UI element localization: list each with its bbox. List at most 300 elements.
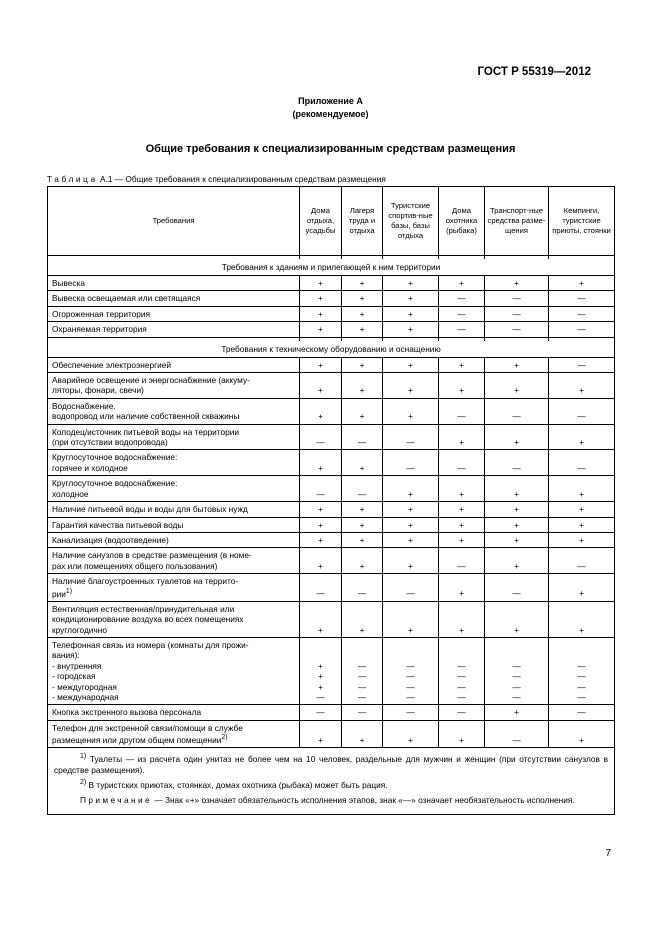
mark-value: — — [406, 660, 415, 671]
mark-value: + — [318, 671, 323, 682]
table-row — [48, 502, 615, 517]
mark-value: — — [457, 308, 466, 319]
mark-value: + — [318, 660, 323, 671]
requirement-line: Наличие благоустроенных туалетов на террито- — [52, 576, 239, 587]
mark-cell — [300, 291, 342, 306]
mark-value: + — [318, 308, 323, 319]
mark-value: — — [577, 324, 586, 335]
requirement-line: рах или помещениях общего пользования) — [52, 560, 218, 571]
requirement-cell — [48, 291, 300, 306]
table-row — [48, 357, 615, 372]
mark-cell — [342, 476, 383, 502]
mark-cell — [485, 532, 549, 547]
requirement-line: Телефонная связь из номера (комнаты для прожи- — [52, 639, 249, 650]
table-header-row — [48, 187, 615, 256]
mark-cell — [383, 398, 439, 424]
mark-cell — [300, 276, 342, 291]
mark-value: — — [577, 660, 586, 671]
mark-value: + — [579, 437, 584, 448]
table-row — [48, 548, 615, 574]
mark-value: + — [579, 278, 584, 288]
mark-cell — [383, 476, 439, 502]
mark-value: + — [318, 681, 323, 692]
mark-cell — [439, 306, 485, 321]
mark-cell — [342, 424, 383, 450]
mark-cell — [300, 322, 342, 337]
mark-cell — [549, 357, 615, 372]
mark-value: + — [579, 488, 584, 499]
mark-cell — [383, 450, 439, 476]
table-row — [48, 322, 615, 337]
mark-value: + — [459, 624, 464, 635]
col-header: Дома отдыха, усадьбы — [300, 187, 342, 256]
mark-value: — — [316, 588, 325, 599]
requirement-line — [52, 587, 295, 599]
mark-cell — [549, 720, 615, 748]
mark-value: — — [457, 293, 466, 304]
mark-value: + — [514, 504, 519, 515]
mark-cell — [549, 291, 615, 306]
mark-value: + — [579, 588, 584, 599]
mark-value: + — [514, 519, 519, 530]
table-row — [48, 291, 615, 306]
mark-cell — [439, 574, 485, 602]
mark-value: + — [318, 324, 323, 335]
requirement-cell — [48, 502, 300, 517]
mark-cell — [300, 502, 342, 517]
mark-cell — [549, 637, 615, 704]
table-row — [48, 720, 615, 748]
mark-cell — [300, 306, 342, 321]
mark-value: — — [457, 324, 466, 335]
mark-value: + — [459, 437, 464, 448]
mark-cell — [549, 574, 615, 602]
mark-value: + — [318, 624, 323, 635]
mark-cell — [383, 574, 439, 602]
mark-value: — — [357, 660, 367, 671]
mark-value: — — [512, 660, 521, 671]
mark-value: — — [512, 308, 521, 319]
mark-value: + — [579, 519, 584, 530]
mark-cell — [342, 548, 383, 574]
mark-cell — [342, 637, 383, 704]
mark-value: — — [512, 324, 521, 335]
col-header: Транспорт-ные средства разме-щения — [485, 187, 549, 256]
mark-value: + — [514, 707, 519, 718]
requirement-line: Водоснабжение. — [52, 400, 116, 411]
mark-cell — [300, 532, 342, 547]
mark-cell — [383, 424, 439, 450]
mark-cell — [485, 276, 549, 291]
col-header: Туристские спортив-ные базы, базы отдыха — [383, 187, 439, 256]
mark-cell — [485, 476, 549, 502]
mark-value: + — [459, 504, 464, 515]
requirement-line: Аварийное освещение и энергоснабжение (аккуму- — [52, 375, 250, 386]
mark-value: + — [318, 385, 323, 396]
mark-cell — [549, 322, 615, 337]
mark-cell — [549, 373, 615, 399]
mark-value: + — [514, 488, 519, 499]
annex-heading — [0, 95, 661, 121]
mark-cell — [342, 398, 383, 424]
requirement-line: Кнопка экстренного вызова персонала — [52, 707, 202, 718]
mark-value: + — [459, 488, 464, 499]
requirement-line: Охраняемая территория — [52, 324, 147, 335]
mark-value: — — [406, 462, 415, 473]
table-row — [48, 601, 615, 637]
mark-cell — [383, 322, 439, 337]
requirement-cell — [48, 373, 300, 399]
mark-value: — — [406, 671, 415, 682]
mark-value: — — [512, 681, 521, 692]
table-body — [48, 256, 615, 748]
mark-value: + — [514, 278, 519, 288]
requirement-line: - междугородная — [52, 681, 117, 692]
mark-value: — — [577, 359, 586, 370]
mark-cell — [342, 502, 383, 517]
mark-cell — [383, 357, 439, 372]
requirement-line: кондиционирование воздуха во всех помещениях — [52, 614, 244, 625]
mark-cell — [485, 306, 549, 321]
mark-value: + — [359, 734, 365, 745]
footnote-ref: 1) — [65, 587, 73, 595]
mark-value: + — [359, 308, 365, 319]
mark-cell — [342, 357, 383, 372]
mark-cell — [300, 705, 342, 720]
mark-cell — [485, 291, 549, 306]
requirement-line: Вывеска — [52, 278, 86, 288]
section-title: Требования к зданиям и прилегающей к ним территории — [48, 259, 615, 276]
mark-value: — — [457, 660, 466, 671]
mark-cell — [485, 450, 549, 476]
mark-value: + — [408, 308, 413, 319]
mark-value: + — [408, 734, 413, 745]
mark-value: — — [406, 588, 415, 599]
table-caption-text: А.1 — Общие требования к специализированным средствам размещения — [97, 174, 386, 184]
requirement-cell — [48, 450, 300, 476]
requirement-cell — [48, 517, 300, 532]
mark-value: + — [459, 519, 464, 530]
footnote: $^{1)}$ Туалеты — из расчета один унитаз не более чем на 10 человек, раздельные для мужчин и женщин (при отсутствии санузлов в средстве размещения). — [54, 753, 608, 775]
mark-value: — — [577, 308, 586, 319]
requirement-line: Вывеска освещаемая или светящаяся — [52, 293, 201, 304]
table-row — [48, 574, 615, 602]
mark-cell — [549, 424, 615, 450]
table-notes — [48, 748, 615, 815]
table-caption — [47, 174, 386, 184]
requirement-line: круглогодично — [52, 624, 107, 635]
page-title: Общие требования к специализированным средствам размещения — [145, 143, 516, 155]
mark-value: + — [459, 278, 464, 288]
mark-value: + — [318, 278, 323, 288]
mark-cell — [300, 476, 342, 502]
mark-value: — — [512, 293, 521, 304]
table-row — [48, 373, 615, 399]
mark-cell — [485, 574, 549, 602]
mark-cell — [485, 720, 549, 748]
mark-cell — [485, 398, 549, 424]
mark-cell — [342, 373, 383, 399]
mark-value: — — [357, 681, 367, 692]
requirement-cell — [48, 357, 300, 372]
mark-value: — — [357, 707, 367, 718]
mark-value: + — [318, 293, 323, 304]
mark-cell — [383, 548, 439, 574]
requirement-line: - внутренняя — [52, 660, 102, 671]
mark-cell — [342, 306, 383, 321]
mark-value: + — [318, 560, 323, 571]
mark-cell — [439, 548, 485, 574]
section-row — [48, 341, 615, 358]
table-row — [48, 476, 615, 502]
requirement-line: ляторы, фонари, свечи) — [52, 385, 144, 396]
mark-value: + — [514, 624, 519, 635]
section-title: Требования к техническому оборудованию и оснащению — [48, 341, 615, 358]
requirement-line: холодное — [52, 488, 89, 499]
requirement-text: размещения или другом общем помещении — [52, 734, 222, 745]
mark-cell — [439, 398, 485, 424]
mark-cell — [439, 532, 485, 547]
mark-cell — [300, 398, 342, 424]
mark-value: — — [457, 681, 466, 692]
requirement-line: - международная — [52, 691, 119, 702]
mark-value: — — [457, 691, 466, 702]
mark-value: + — [318, 359, 323, 370]
requirement-line: Колодец/источник питьевой воды на территории — [52, 426, 240, 437]
mark-cell — [439, 601, 485, 637]
mark-cell — [300, 357, 342, 372]
mark-cell — [383, 720, 439, 748]
mark-cell — [342, 517, 383, 532]
mark-value: — — [577, 681, 586, 692]
requirement-line: водопровод или наличие собственной скважины — [52, 411, 240, 422]
mark-value: + — [318, 504, 323, 515]
mark-value: + — [514, 560, 519, 571]
mark-value: + — [514, 385, 519, 396]
mark-cell — [342, 601, 383, 637]
mark-cell — [383, 306, 439, 321]
mark-value: + — [359, 519, 365, 530]
mark-value: — — [577, 411, 586, 422]
footnote: $^{2)}$ В туристских приютах, стоянках, домах охотника (рыбака) может быть рация. — [80, 779, 388, 791]
mark-cell — [383, 637, 439, 704]
mark-value: — — [577, 707, 586, 718]
mark-value: + — [459, 385, 464, 396]
mark-cell — [439, 373, 485, 399]
standard-number: ГОСТ Р 55319—2012 — [477, 66, 591, 78]
mark-value: — — [577, 462, 586, 473]
mark-value: — — [406, 691, 415, 702]
requirement-cell — [48, 398, 300, 424]
mark-value: + — [408, 534, 413, 545]
requirement-line: Канализация (водоотведение) — [52, 534, 169, 545]
mark-value: + — [408, 519, 413, 530]
mark-cell — [549, 705, 615, 720]
mark-cell — [342, 532, 383, 547]
mark-cell — [485, 322, 549, 337]
requirement-cell — [48, 276, 300, 291]
requirement-cell — [48, 637, 300, 704]
mark-value: — — [406, 707, 415, 718]
mark-value: + — [408, 411, 413, 422]
mark-value: — — [316, 488, 325, 499]
mark-value: + — [359, 293, 365, 304]
mark-cell — [439, 705, 485, 720]
mark-cell — [300, 574, 342, 602]
requirement-line: вания): — [52, 650, 80, 661]
requirement-line: Наличие питьевой воды и воды для бытовых нужд — [52, 504, 248, 515]
mark-value: — — [577, 560, 586, 571]
mark-value: — — [357, 588, 367, 599]
mark-value: + — [459, 588, 464, 599]
mark-value: — — [512, 588, 521, 599]
table-row — [48, 398, 615, 424]
mark-cell — [383, 532, 439, 547]
requirement-cell — [48, 574, 300, 602]
mark-cell — [549, 502, 615, 517]
table-row — [48, 532, 615, 547]
requirement-line: Гарантия качества питьевой воды — [52, 519, 184, 530]
mark-value: — — [457, 671, 466, 682]
mark-value: + — [318, 519, 323, 530]
mark-value: + — [318, 734, 323, 745]
mark-value: — — [577, 671, 586, 682]
annex-label: Приложение А — [298, 96, 363, 106]
mark-cell — [342, 705, 383, 720]
mark-value: + — [514, 359, 519, 370]
mark-cell — [383, 601, 439, 637]
mark-value: + — [579, 734, 584, 745]
mark-cell — [549, 532, 615, 547]
mark-value: + — [408, 624, 413, 635]
mark-cell — [342, 291, 383, 306]
mark-value: + — [579, 385, 584, 396]
requirement-line: Круглосуточное водоснабжение: — [52, 478, 178, 489]
mark-value: — — [577, 293, 586, 304]
table-row — [48, 306, 615, 321]
mark-cell — [439, 637, 485, 704]
mark-cell — [549, 450, 615, 476]
mark-value: — — [512, 734, 521, 745]
mark-cell — [383, 373, 439, 399]
mark-value: + — [579, 504, 584, 515]
mark-cell — [342, 720, 383, 748]
mark-value: — — [512, 671, 521, 682]
mark-cell — [549, 601, 615, 637]
mark-cell — [439, 720, 485, 748]
mark-value: + — [408, 293, 413, 304]
col-header: Лагеря труда и отдыха — [342, 187, 383, 256]
mark-value: + — [359, 324, 365, 335]
mark-cell — [485, 373, 549, 399]
mark-value: — — [457, 411, 466, 422]
requirement-line: Обеспечение электроэнергией — [52, 359, 171, 370]
mark-cell — [549, 476, 615, 502]
table-caption-prefix: Таблица — [47, 174, 98, 184]
mark-value: + — [514, 534, 519, 545]
mark-cell — [383, 276, 439, 291]
mark-cell — [485, 517, 549, 532]
mark-cell — [439, 291, 485, 306]
mark-cell — [485, 637, 549, 704]
col-header: Дома охотника (рыбака) — [439, 187, 485, 256]
mark-value: + — [579, 534, 584, 545]
mark-value: + — [408, 488, 413, 499]
page-number: 7 — [605, 848, 611, 859]
mark-value: + — [359, 624, 365, 635]
mark-cell — [383, 705, 439, 720]
requirement-line: Круглосуточное водоснабжение: — [52, 452, 178, 463]
mark-value: — — [457, 462, 466, 473]
mark-value: + — [579, 624, 584, 635]
mark-value: — — [357, 437, 367, 448]
requirement-cell — [48, 720, 300, 748]
requirement-line: горячее и холодное — [52, 462, 128, 473]
mark-value: — — [457, 707, 466, 718]
mark-cell — [300, 450, 342, 476]
mark-cell — [300, 637, 342, 704]
mark-cell — [439, 276, 485, 291]
mark-cell — [439, 357, 485, 372]
requirement-cell — [48, 306, 300, 321]
mark-cell — [549, 276, 615, 291]
mark-value: + — [359, 385, 365, 396]
mark-cell — [485, 705, 549, 720]
requirement-cell — [48, 322, 300, 337]
table-row — [48, 705, 615, 720]
mark-value: + — [318, 462, 323, 473]
mark-cell — [342, 574, 383, 602]
mark-value: — — [406, 437, 415, 448]
requirements-table — [47, 186, 615, 815]
mark-value: + — [318, 534, 323, 545]
mark-value: — — [512, 411, 521, 422]
mark-value: + — [359, 278, 365, 288]
mark-value: — — [457, 560, 466, 571]
mark-value: — — [357, 691, 367, 702]
mark-cell — [342, 276, 383, 291]
table-row — [48, 637, 615, 704]
mark-value: + — [359, 411, 365, 422]
mark-cell — [383, 502, 439, 517]
requirement-line: Огороженная территория — [52, 308, 151, 319]
mark-cell — [342, 322, 383, 337]
mark-cell — [485, 601, 549, 637]
mark-value: + — [359, 560, 365, 571]
mark-value: — — [316, 691, 325, 702]
mark-cell — [300, 373, 342, 399]
mark-value: — — [406, 681, 415, 692]
mark-cell — [439, 476, 485, 502]
mark-cell — [300, 424, 342, 450]
mark-value: — — [577, 691, 586, 702]
mark-value: + — [408, 560, 413, 571]
mark-cell — [342, 450, 383, 476]
mark-value: — — [357, 488, 367, 499]
mark-cell — [485, 502, 549, 517]
mark-cell — [383, 517, 439, 532]
requirement-cell — [48, 705, 300, 720]
requirement-line — [52, 733, 295, 745]
mark-cell — [439, 322, 485, 337]
requirement-cell — [48, 532, 300, 547]
mark-value: + — [408, 504, 413, 515]
mark-value: + — [408, 278, 413, 288]
col-header: Требования — [48, 187, 300, 256]
mark-cell — [439, 450, 485, 476]
requirement-line: Наличие санузлов в средстве размещения (в номе- — [52, 550, 252, 561]
mark-cell — [549, 398, 615, 424]
